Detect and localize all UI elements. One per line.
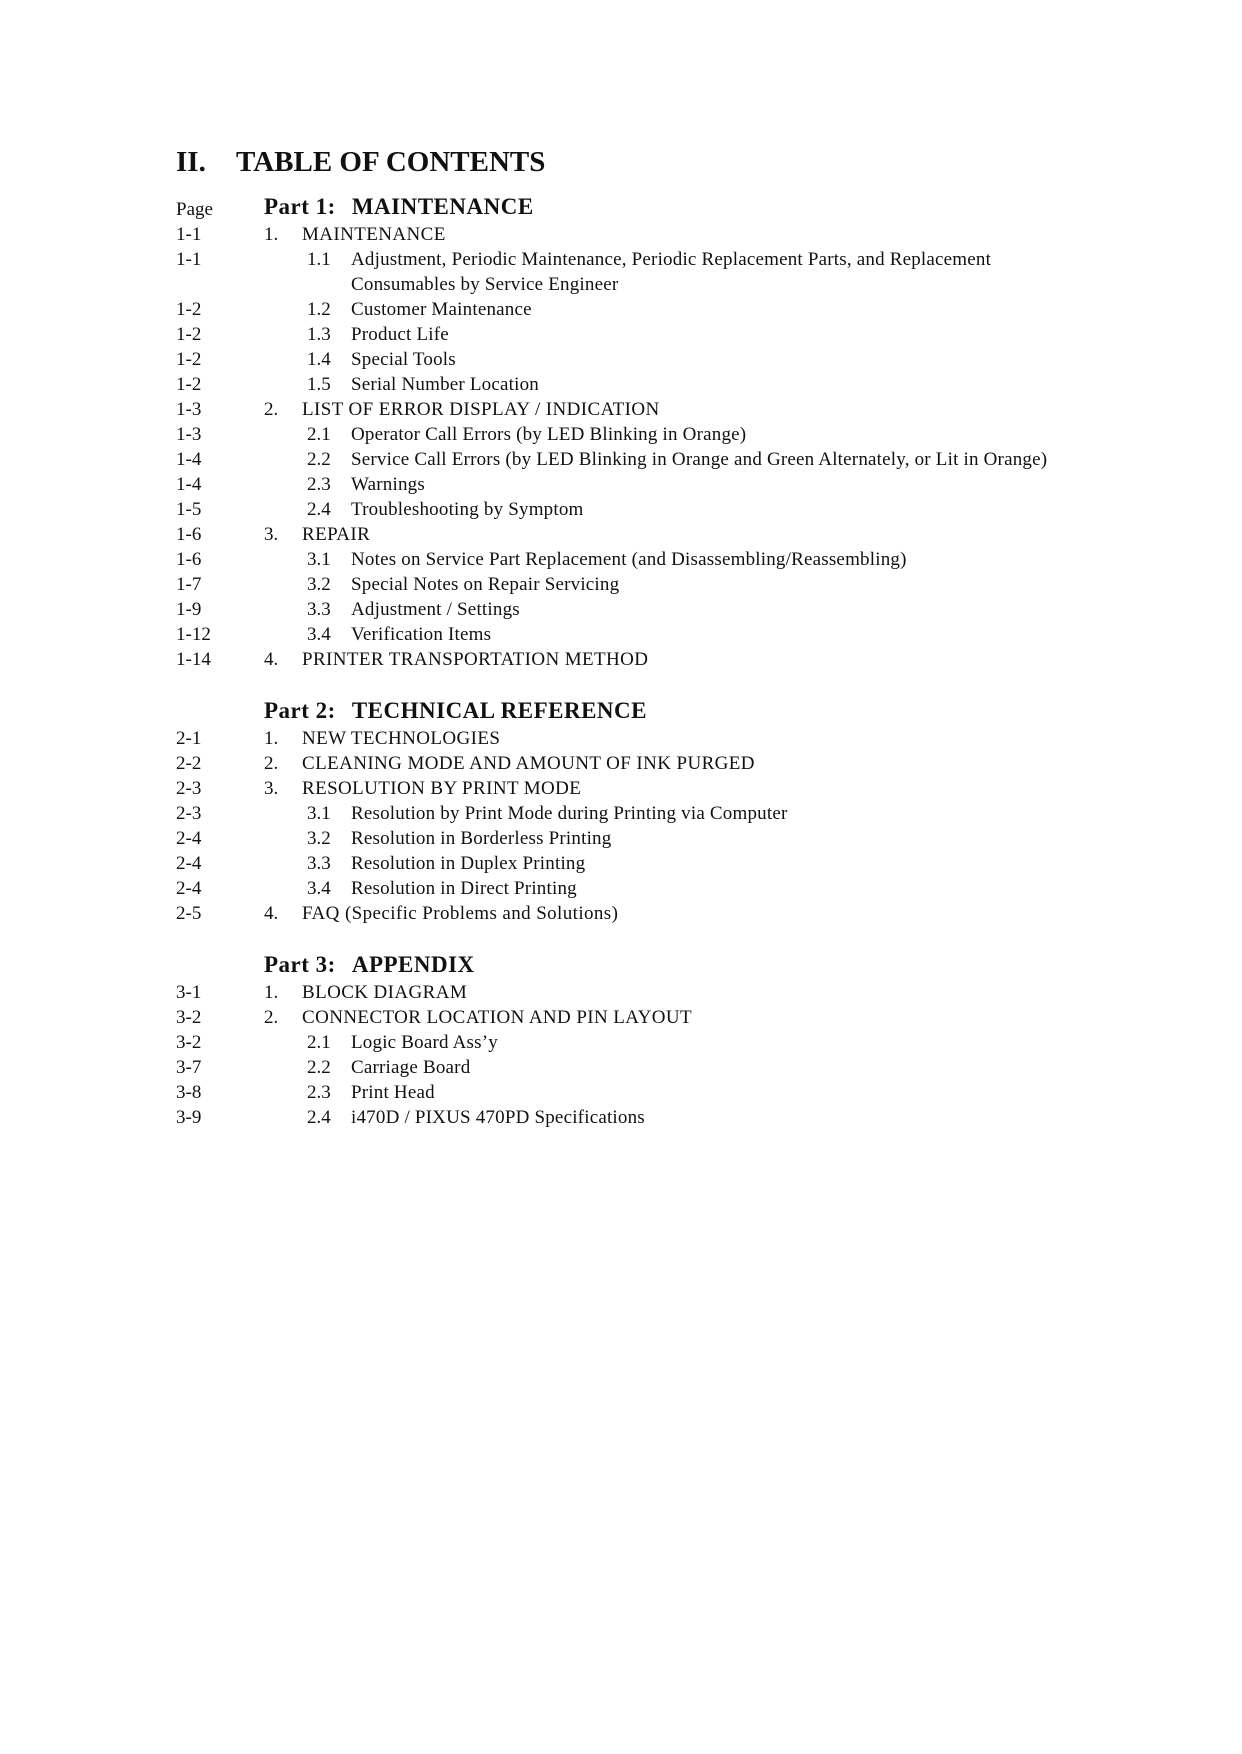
page-number: 1-2: [176, 324, 202, 345]
entry-title: CLEANING MODE AND AMOUNT OF INK PURGED: [302, 753, 755, 774]
entry-number: 2.4: [307, 1107, 331, 1128]
part-heading: [176, 696, 1096, 726]
toc-section-entry[interactable]: [176, 247, 1096, 297]
page-number: 1-3: [176, 424, 202, 445]
toc-chapter-entry[interactable]: [176, 776, 1096, 801]
page-number: 1-3: [176, 399, 202, 420]
entry-number: 3.3: [307, 599, 331, 620]
entry-number: 1.: [264, 982, 279, 1003]
section-title: TABLE OF CONTENTS: [236, 146, 546, 178]
entry-title: PRINTER TRANSPORTATION METHOD: [302, 649, 649, 670]
toc-section-entry[interactable]: [176, 447, 1096, 472]
entry-title: Carriage Board: [351, 1057, 471, 1078]
toc-section-entry[interactable]: [176, 497, 1096, 522]
page-number: 3-9: [176, 1107, 202, 1128]
page-number: 1-6: [176, 549, 202, 570]
entry-title: Adjustment / Settings: [351, 599, 520, 620]
part-heading: [176, 950, 1096, 980]
entry-number: 2.3: [307, 1082, 331, 1103]
toc-page: [176, 140, 1096, 1130]
part-label: Part 3:: [264, 952, 336, 977]
page-number: 3-2: [176, 1007, 202, 1028]
toc-chapter-entry[interactable]: [176, 901, 1096, 926]
toc-section-entry[interactable]: [176, 422, 1096, 447]
entry-number: 2.4: [307, 499, 331, 520]
part-label: Part 2:: [264, 698, 336, 723]
toc-chapter-entry[interactable]: [176, 751, 1096, 776]
entry-title: Serial Number Location: [351, 374, 540, 395]
entry-number: 3.: [264, 524, 279, 545]
page-number: 2-3: [176, 778, 202, 799]
part-title: [264, 192, 534, 222]
toc-section-entry[interactable]: [176, 347, 1096, 372]
entry-number: 1.: [264, 728, 279, 749]
toc-section-entry[interactable]: [176, 297, 1096, 322]
page-number: 2-4: [176, 853, 202, 874]
page-number: 3-2: [176, 1032, 202, 1053]
part-heading: [176, 192, 1096, 222]
page-number: 2-3: [176, 803, 202, 824]
toc-chapter-entry[interactable]: [176, 522, 1096, 547]
toc-section-entry[interactable]: [176, 801, 1096, 826]
entry-title: Troubleshooting by Symptom: [351, 499, 584, 520]
entry-title: Resolution by Print Mode during Printing via Computer: [351, 803, 788, 824]
page-number: 3-1: [176, 982, 202, 1003]
page-number: 1-2: [176, 299, 202, 320]
entry-number: 1.3: [307, 324, 331, 345]
entry-title: Customer Maintenance: [351, 299, 532, 320]
toc-section-entry[interactable]: [176, 572, 1096, 597]
toc-section-entry[interactable]: [176, 622, 1096, 647]
entry-number: 1.: [264, 224, 279, 245]
entry-number: 2.1: [307, 424, 331, 445]
part-label: Part 1:: [264, 194, 336, 219]
page-number: 2-4: [176, 878, 202, 899]
page-number: 2-5: [176, 903, 202, 924]
page-number: 1-1: [176, 224, 202, 245]
entry-number: 3.: [264, 778, 279, 799]
entry-number: 1.4: [307, 349, 331, 370]
toc-chapter-entry[interactable]: [176, 980, 1096, 1005]
part-name: MAINTENANCE: [351, 194, 534, 219]
page-number: 1-12: [176, 624, 211, 645]
entry-title: Resolution in Direct Printing: [351, 878, 577, 899]
page-number: 1-14: [176, 649, 211, 670]
entry-number: 3.4: [307, 878, 331, 899]
page-number: 2-1: [176, 728, 202, 749]
table-of-contents: [176, 192, 1096, 1130]
entry-title: Operator Call Errors (by LED Blinking in Orange): [351, 424, 747, 445]
entry-number: 2.: [264, 399, 279, 420]
toc-section-entry[interactable]: [176, 826, 1096, 851]
entry-number: 2.2: [307, 1057, 331, 1078]
entry-title: Resolution in Borderless Printing: [351, 828, 612, 849]
entry-title: MAINTENANCE: [302, 224, 446, 245]
toc-section-entry[interactable]: [176, 597, 1096, 622]
entry-title: Special Notes on Repair Servicing: [351, 574, 620, 595]
entry-title: Verification Items: [351, 624, 492, 645]
toc-section-entry[interactable]: [176, 1080, 1096, 1105]
page-column-label: Page: [176, 199, 213, 220]
part-title: [264, 696, 647, 726]
page-number: 1-2: [176, 374, 202, 395]
entry-title: Special Tools: [351, 349, 456, 370]
page-number: 2-4: [176, 828, 202, 849]
page-number: 3-8: [176, 1082, 202, 1103]
entry-title: Warnings: [351, 474, 425, 495]
toc-section-entry[interactable]: [176, 851, 1096, 876]
toc-section-entry[interactable]: [176, 876, 1096, 901]
entry-title: BLOCK DIAGRAM: [302, 982, 468, 1003]
page-number: 1-4: [176, 474, 202, 495]
page-number: 1-2: [176, 349, 202, 370]
entry-number: 1.5: [307, 374, 331, 395]
entry-title: CONNECTOR LOCATION AND PIN LAYOUT: [302, 1007, 693, 1028]
toc-section-entry[interactable]: [176, 322, 1096, 347]
section-number: II.: [176, 146, 206, 178]
part-title: [264, 950, 475, 980]
toc-section-entry[interactable]: [176, 1055, 1096, 1080]
page-number: 1-6: [176, 524, 202, 545]
toc-chapter-entry[interactable]: [176, 222, 1096, 247]
entry-title: RESOLUTION BY PRINT MODE: [302, 778, 582, 799]
entry-title: Service Call Errors (by LED Blinking in Orange and Green Alternately, or Lit in Orange): [351, 449, 1048, 470]
entry-number: 2.: [264, 753, 279, 774]
part-name: TECHNICAL REFERENCE: [351, 698, 647, 723]
page-number: 1-7: [176, 574, 202, 595]
entry-title: i470D / PIXUS 470PD Specifications: [351, 1107, 645, 1128]
entry-title: Logic Board Ass’y: [351, 1032, 498, 1053]
entry-number: 2.3: [307, 474, 331, 495]
page-number: 1-9: [176, 599, 202, 620]
page-number: 3-7: [176, 1057, 202, 1078]
page-title: [176, 140, 1096, 184]
toc-chapter-entry[interactable]: [176, 1005, 1096, 1030]
entry-number: 1.2: [307, 299, 331, 320]
toc-section-entry[interactable]: [176, 1105, 1096, 1130]
entry-title: FAQ (Specific Problems and Solutions): [302, 903, 619, 924]
toc-section-entry[interactable]: [176, 1030, 1096, 1055]
entry-number: 2.: [264, 1007, 279, 1028]
entry-number: 3.3: [307, 853, 331, 874]
entry-number: 1.1: [307, 249, 331, 270]
entry-title: Notes on Service Part Replacement (and Disassembling/Reassembling): [351, 549, 907, 570]
entry-number: 2.1: [307, 1032, 331, 1053]
entry-title: REPAIR: [302, 524, 371, 545]
entry-title: Resolution in Duplex Printing: [351, 853, 586, 874]
page-number: 1-5: [176, 499, 202, 520]
entry-number: 3.4: [307, 624, 331, 645]
entry-number: 3.2: [307, 828, 331, 849]
entry-title: Product Life: [351, 324, 449, 345]
entry-title: Print Head: [351, 1082, 435, 1103]
page-number: 1-1: [176, 249, 202, 270]
entry-number: 3.2: [307, 574, 331, 595]
entry-number: 3.1: [307, 803, 331, 824]
entry-title: LIST OF ERROR DISPLAY / INDICATION: [302, 399, 660, 420]
page-number: 2-2: [176, 753, 202, 774]
entry-number: 4.: [264, 903, 279, 924]
toc-section-entry[interactable]: [176, 472, 1096, 497]
toc-section-entry[interactable]: [176, 372, 1096, 397]
entry-title: NEW TECHNOLOGIES: [302, 728, 501, 749]
toc-chapter-entry[interactable]: [176, 397, 1096, 422]
toc-chapter-entry[interactable]: [176, 726, 1096, 751]
page-number: 1-4: [176, 449, 202, 470]
part-name: APPENDIX: [351, 952, 475, 977]
entry-number: 4.: [264, 649, 279, 670]
toc-chapter-entry[interactable]: [176, 647, 1096, 672]
entry-title: Adjustment, Periodic Maintenance, Periodic Replacement Parts, and Replacement Consumables by Service Engineer: [351, 249, 992, 295]
entry-number: 3.1: [307, 549, 331, 570]
toc-section-entry[interactable]: [176, 547, 1096, 572]
entry-number: 2.2: [307, 449, 331, 470]
